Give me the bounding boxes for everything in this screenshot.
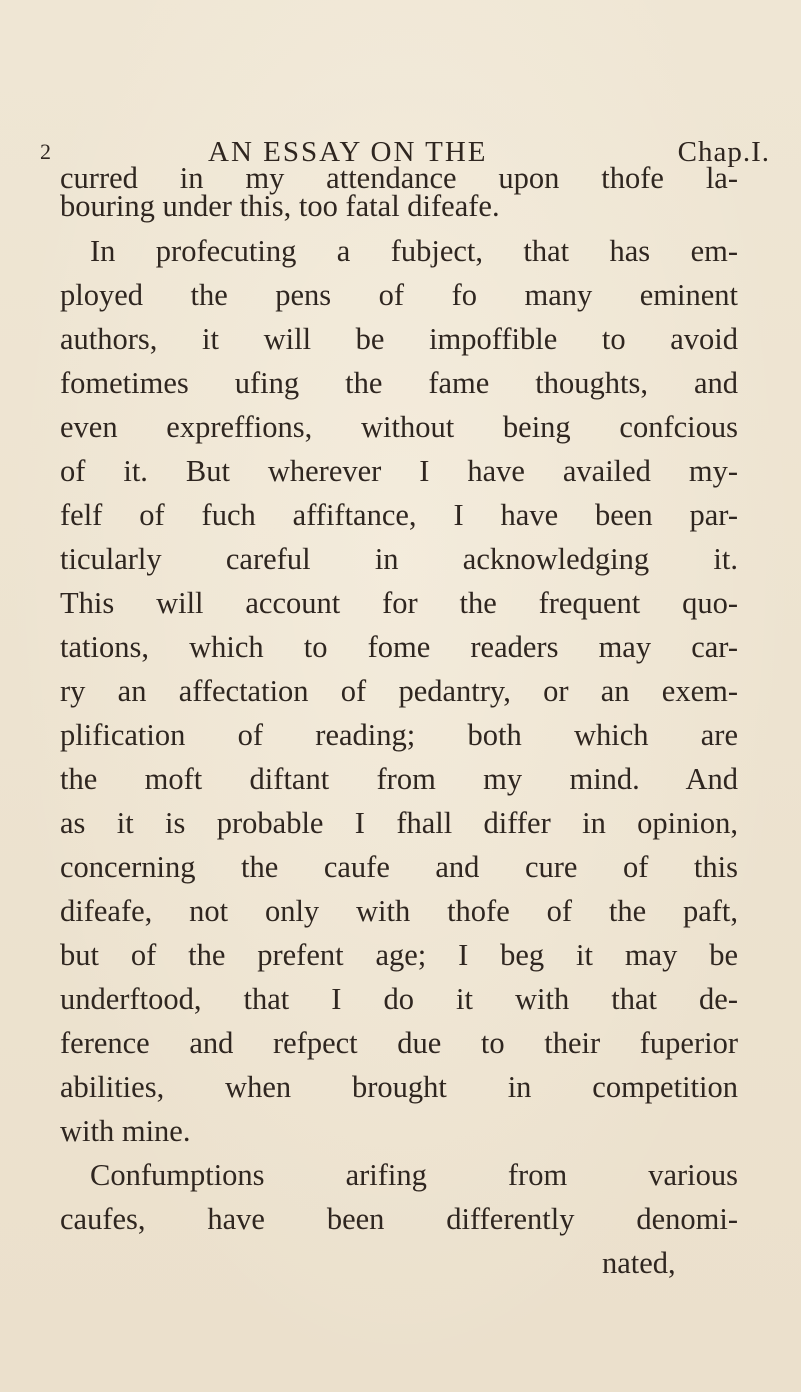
text-line: ry an affectation of pedantry, or an exem-: [60, 674, 738, 708]
text-line: felf of fuch affiftance, I have been par-: [60, 498, 738, 532]
text-line: plification of reading; both which are: [60, 718, 738, 752]
text-line: underftood, that I do it with that de-: [60, 982, 738, 1016]
text-line: authors, it will be impoffible to avoid: [60, 322, 738, 356]
chapter-reference: Chap.I.: [677, 136, 770, 168]
running-title: AN ESSAY ON THE: [208, 136, 488, 168]
text-line: ployed the pens of fo many eminent: [60, 278, 738, 312]
text-line: even expreffions, without being confcious: [60, 410, 738, 444]
text-line: abilities, when brought in competition: [60, 1070, 738, 1104]
text-line: of it. But wherever I have availed my-: [60, 454, 738, 488]
text-line: ticularly careful in acknowledging it.: [60, 542, 738, 576]
text-line: ference and refpect due to their fuperior: [60, 1026, 738, 1060]
text-line: caufes, have been differently denomi-: [60, 1202, 738, 1236]
text-line: concerning the caufe and cure of this: [60, 850, 738, 884]
text-line: as it is probable I fhall differ in opinion,: [60, 806, 738, 840]
catchword: nated,: [602, 1246, 676, 1280]
text-line: but of the prefent age; I beg it may be: [60, 938, 738, 972]
page-number: 2: [40, 139, 52, 164]
text-line: fometimes ufing the fame thoughts, and: [60, 366, 738, 400]
text-line: This will account for the frequent quo-: [60, 586, 738, 620]
text-line: bouring under this, too fatal difeafe.: [60, 189, 500, 223]
text-line: difeafe, not only with thofe of the paft,: [60, 894, 738, 928]
text-line: tations, which to fome readers may car-: [60, 630, 738, 664]
text-line: the moft diftant from my mind. And: [60, 762, 738, 796]
text-line: In profecuting a fubject, that has em-: [90, 234, 738, 268]
text-line: with mine.: [60, 1114, 191, 1148]
text-line: curred in my attendance upon thofe la-: [60, 161, 738, 195]
text-line: Confumptions arifing from various: [90, 1158, 738, 1192]
